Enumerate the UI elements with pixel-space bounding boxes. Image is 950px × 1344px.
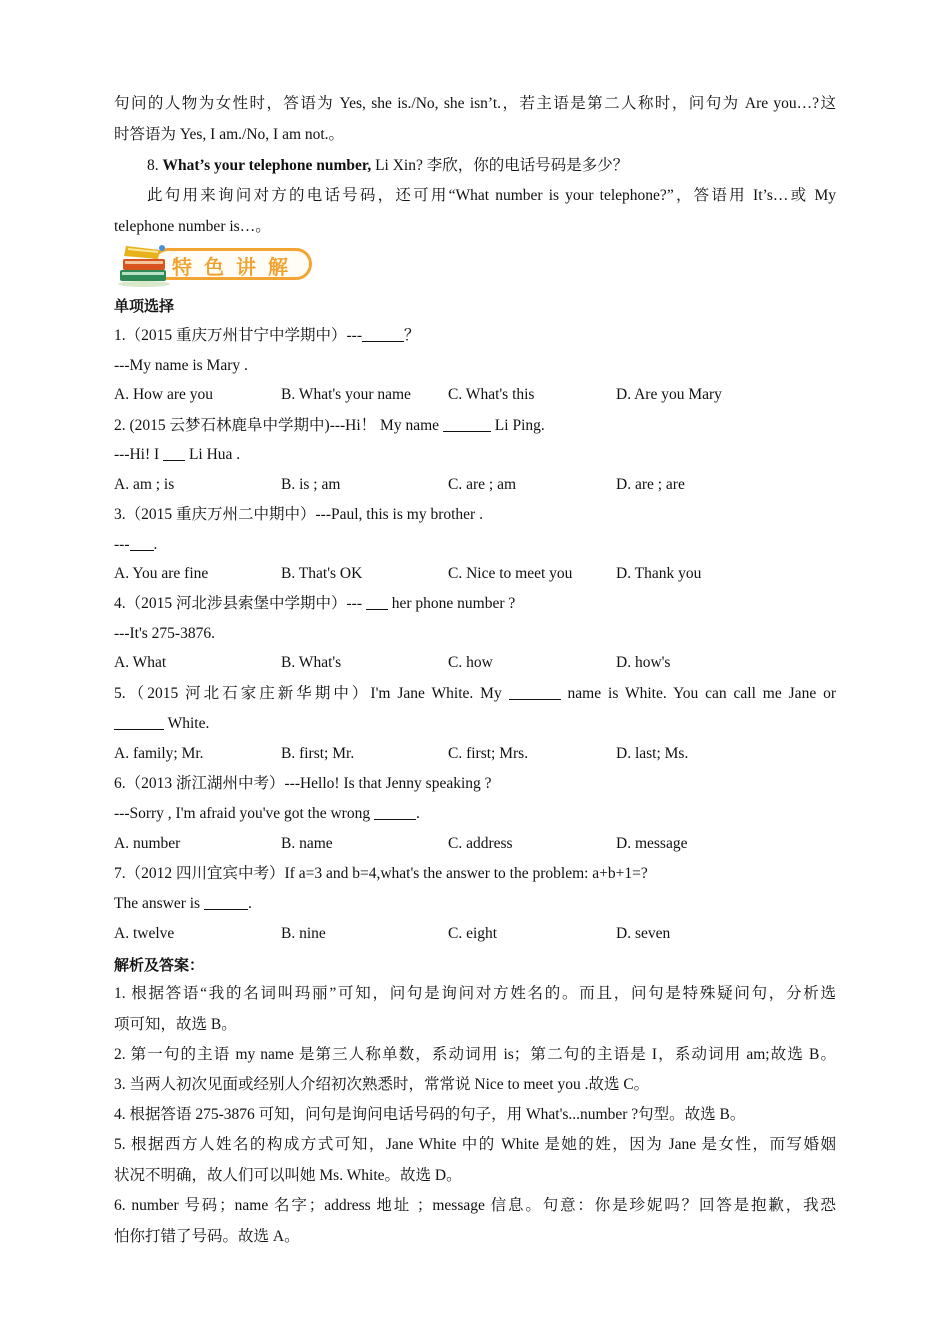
answer-line: 2. 第一句的主语 my name 是第三人称单数，系动词用 is；第二句的主语是 I，系动词用 am;故选 B。 (114, 1046, 836, 1063)
answer-line: 4. 根据答语 275-3876 可知，问句是询问电话号码的句子，用 What's...number ?句型。故选 B。 (114, 1106, 746, 1123)
q5-option-d: D. last; Ms. (616, 745, 689, 762)
question-2-reply: ---Hi! I Li Hua . (114, 446, 241, 463)
answer-blank (114, 714, 164, 730)
q4-option-d: D. how's (616, 654, 671, 671)
question-1-reply: ---My name is Mary . (114, 357, 248, 374)
question-7: 7.（2012 四川宜宾中考）If a=3 and b=4,what's the answer to the problem: a+b+1=? (114, 865, 648, 882)
answer-blank (163, 445, 185, 461)
question-1: 1.（2015 重庆万州甘宁中学期中）--- ？ (114, 327, 420, 344)
answer-blank (362, 326, 404, 342)
answer-blank (366, 594, 388, 610)
q7-option-a: A. twelve (114, 925, 175, 942)
q2-option-d: D. are ; are (616, 476, 685, 493)
answer-blank (130, 535, 154, 551)
q7-option-d: D. seven (616, 925, 671, 942)
q3-option-c: C. Nice to meet you (448, 565, 573, 582)
section-title: 单项选择 (114, 297, 175, 315)
q2-option-c: C. are ; am (448, 476, 517, 493)
answer-blank (443, 416, 491, 432)
answer-line: 怕你打错了号码。故选 A。 (114, 1228, 300, 1245)
answer-line: 项可知，故选 B。 (114, 1016, 237, 1033)
answer-line: 1. 根据答语“我的名词叫玛丽”可知，问句是询问对方姓名的。而且，问句是特殊疑问句，分析选 (114, 985, 836, 1002)
question-5: 5.（2015 河北石家庄新华期中）I'm Jane White. My name is White. You can call me Jane or (114, 685, 837, 702)
q3-option-a: A. You are fine (114, 565, 209, 582)
q6-option-c: C. address (448, 835, 513, 852)
question-4: 4.（2015 河北涉县索堡中学期中）--- her phone number ? (114, 595, 516, 612)
question-2: 2. (2015 云梦石林鹿阜中学期中)---Hi！ My name Li Ping. (114, 417, 545, 434)
q5-option-b: B. first; Mr. (281, 745, 355, 762)
q2-option-a: A. am ; is (114, 476, 175, 493)
item-8-explain-1: 此句用来询问对方的电话号码，还可用“What number is your telephone?”，答语用 It’s…或 My (147, 187, 836, 204)
answer-line: 状况不明确，故人们可以叫她 Ms. White。故选 D。 (114, 1167, 462, 1184)
q6-option-a: A. number (114, 835, 181, 852)
q6-option-b: B. name (281, 835, 333, 852)
item-8-question: What’s your telephone number, (162, 157, 372, 174)
q4-option-c: C. how (448, 654, 493, 671)
q1-option-d: D. Are you Mary (616, 386, 722, 403)
intro-line-2: 时答语为 Yes, I am./No, I am not.。 (114, 126, 345, 143)
answer-line: 5. 根据西方人姓名的构成方式可知，Jane White 中的 White 是她的姓，因为 Jane 是女性，而写婚姻 (114, 1136, 836, 1153)
q1-option-c: C. What's this (448, 386, 535, 403)
q3-option-b: B. That's OK (281, 565, 363, 582)
books-icon (114, 240, 172, 288)
answer-line: 3. 当两人初次见面或经别人介绍初次熟悉时，常常说 Nice to meet you .故选 C。 (114, 1076, 650, 1093)
question-6: 6.（2013 浙江湖州中考）---Hello! Is that Jenny speaking ? (114, 775, 492, 792)
item-8-explain-2: telephone number is…。 (114, 218, 271, 235)
intro-line-1: 句问的人物为女性时，答语为 Yes, she is./No, she isn’t.，若主语是第二人称时，问句为 Are you…?这 (114, 95, 836, 112)
q1-option-b: B. What's your name (281, 386, 411, 403)
answer-blank (509, 684, 561, 700)
answers-title: 解析及答案： (114, 956, 205, 974)
section-banner (114, 240, 314, 288)
q4-option-a: A. What (114, 654, 167, 671)
q6-option-d: D. message (616, 835, 688, 852)
question-5-cont: White. (114, 714, 209, 734)
q5-option-a: A. family; Mr. (114, 745, 204, 762)
answer-line: 6. number 号码；name 名字；address 地址 ；message 信息。句意：你是珍妮吗？回答是抱歉，我恐 (114, 1197, 836, 1214)
q1-option-a: A. How are you (114, 386, 214, 403)
item-8: 8. What’s your telephone number, Li Xin? 李欣，你的电话号码是多少？ (147, 157, 629, 174)
banner-label: 特色讲解 (172, 255, 300, 279)
question-3-reply: --- . (114, 536, 158, 553)
q3-option-d: D. Thank you (616, 565, 702, 582)
q7-option-b: B. nine (281, 925, 326, 942)
q5-option-c: C. first; Mrs. (448, 745, 529, 762)
answer-blank (374, 804, 416, 820)
q7-option-c: C. eight (448, 925, 498, 942)
question-7-reply: The answer is . (114, 895, 252, 912)
answer-blank (204, 894, 248, 910)
question-4-reply: ---It's 275-3876. (114, 625, 215, 642)
question-6-reply: ---Sorry , I'm afraid you've got the wrong . (114, 805, 420, 822)
q2-option-b: B. is ; am (281, 476, 341, 493)
q4-option-b: B. What's (281, 654, 342, 671)
question-3: 3.（2015 重庆万州二中期中）---Paul, this is my brother . (114, 506, 483, 523)
